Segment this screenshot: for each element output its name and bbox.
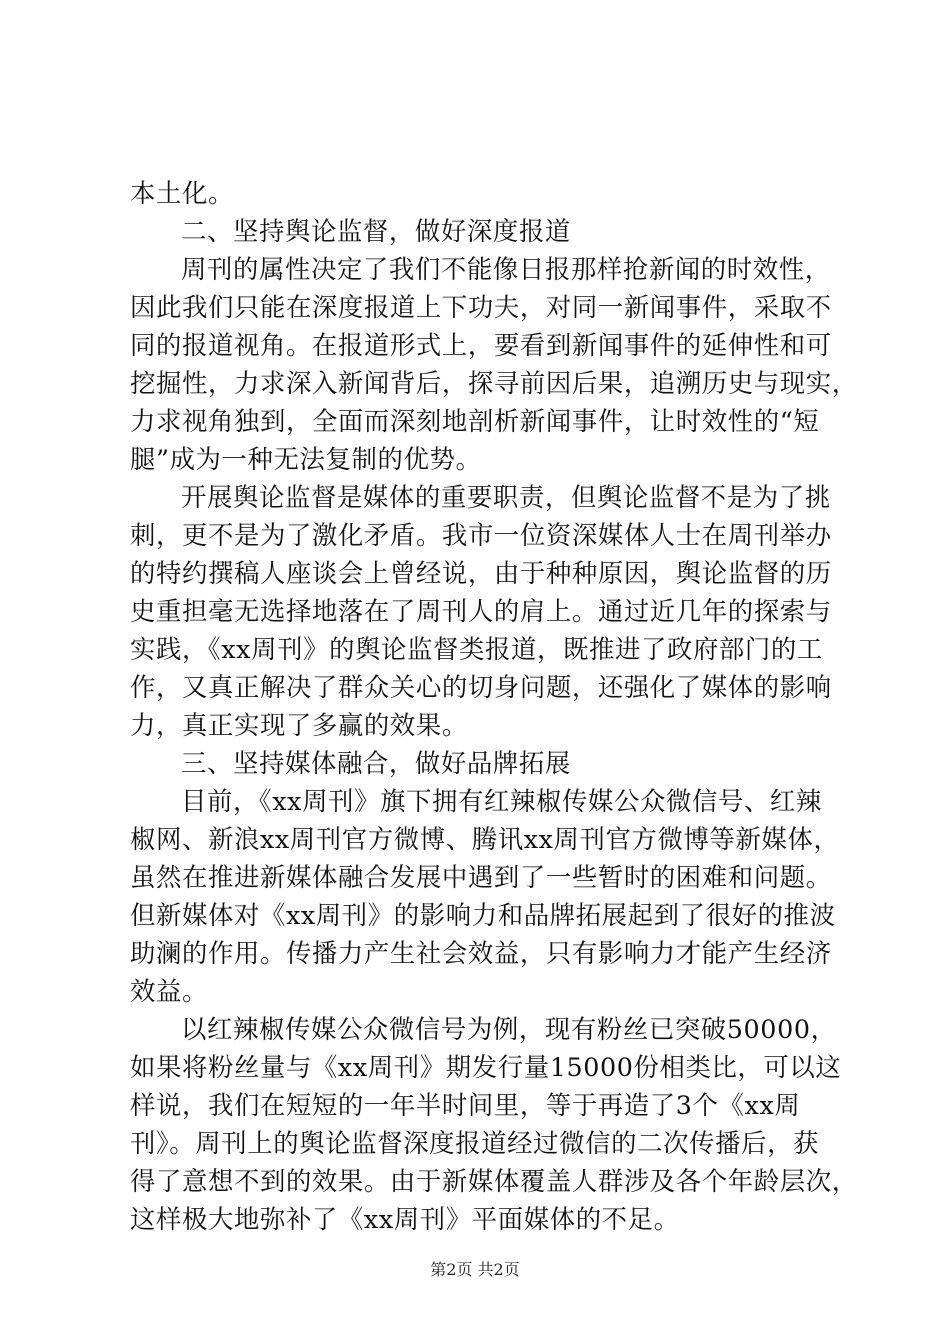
section-heading: 二、坚持舆论监督，做好深度报道 xyxy=(181,216,571,246)
text-line: 史重担毫无选择地落在了周刊人的肩上。通过近几年的探索与 xyxy=(130,596,832,626)
text-line: 得了意想不到的效果。由于新媒体覆盖人群涉及各个年龄层次， xyxy=(130,1166,858,1196)
page-number-footer: 第2页 共2页 xyxy=(430,1260,520,1279)
text-line: 挖掘性，力求深入新闻背后，探寻前因后果，追溯历史与现实， xyxy=(130,368,858,398)
text-line: 刊》。周刊上的舆论监督深度报道经过微信的二次传播后，获 xyxy=(130,1128,820,1158)
text-line: 作，又真正解决了群众关心的切身问题，还强化了媒体的影响 xyxy=(130,672,832,702)
text-line: 效益。 xyxy=(130,976,208,1006)
text-line: 样说，我们在短短的一年半时间里，等于再造了3个《xx周 xyxy=(130,1090,801,1120)
text-line: 虽然在推进新媒体融合发展中遇到了一些暂时的困难和问题。 xyxy=(130,862,832,892)
text-line: 同的报道视角。在报道形式上，要看到新闻事件的延伸性和可 xyxy=(130,330,832,360)
text-line: 目前，《xx周刊》旗下拥有红辣椒传媒公众微信号、红辣 xyxy=(181,786,822,816)
text-line: 如果将粉丝量与《xx周刊》期发行量15000份相类比，可以这 xyxy=(130,1052,842,1082)
text-line: 力，真正实现了多赢的效果。 xyxy=(130,710,468,740)
text-line: 开展舆论监督是媒体的重要职责，但舆论监督不是为了挑 xyxy=(181,482,831,512)
text-line: 助澜的作用。传播力产生社会效益，只有影响力才能产生经济 xyxy=(130,938,832,968)
text-line: 实践，《xx周刊》的舆论监督类报道，既推进了政府部门的工 xyxy=(130,634,823,664)
text-line: 因此我们只能在深度报道上下功夫，对同一新闻事件，采取不 xyxy=(130,292,832,322)
text-line: 刺，更不是为了激化矛盾。我市一位资深媒体人士在周刊举办 xyxy=(130,520,832,550)
text-line: 本土化。 xyxy=(130,178,234,208)
text-line: 椒网、新浪xx周刊官方微博、腾讯xx周刊官方微博等新媒体， xyxy=(130,824,840,854)
text-line: 的特约撰稿人座谈会上曾经说，由于种种原因，舆论监督的历 xyxy=(130,558,832,588)
text-line: 以红辣椒传媒公众微信号为例，现有粉丝已突破50000， xyxy=(181,1014,837,1044)
text-line: 这样极大地弥补了《xx周刊》平面媒体的不足。 xyxy=(130,1204,680,1234)
text-line: 力求视角独到，全面而深刻地剖析新闻事件，让时效性的“短 xyxy=(130,406,820,436)
text-line: 但新媒体对《xx周刊》的影响力和品牌拓展起到了很好的推波 xyxy=(130,900,836,930)
section-heading: 三、坚持媒体融合，做好品牌拓展 xyxy=(181,748,571,778)
text-line: 周刊的属性决定了我们不能像日报那样抢新闻的时效性， xyxy=(181,254,831,284)
text-line: 腿”成为一种无法复制的优势。 xyxy=(130,444,482,474)
